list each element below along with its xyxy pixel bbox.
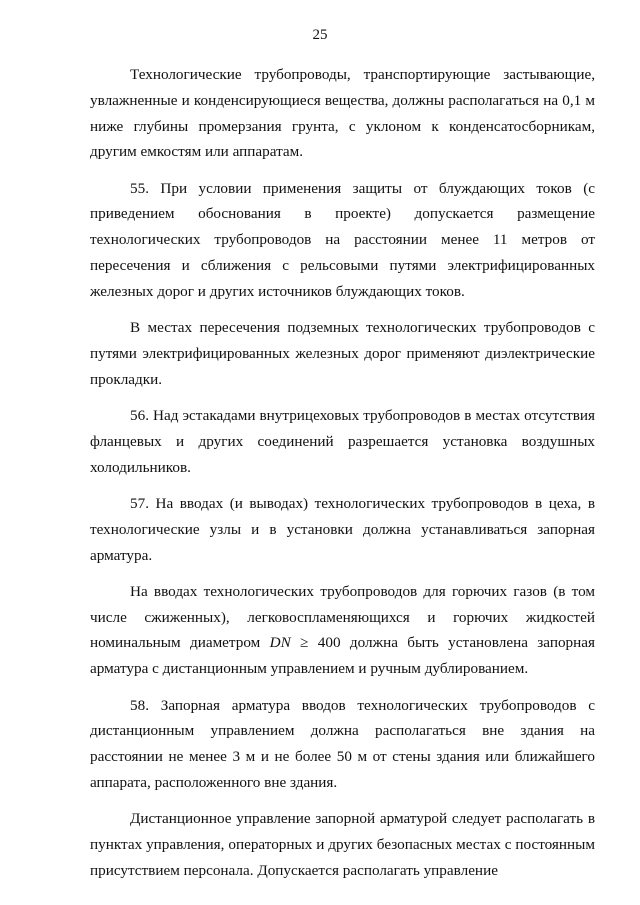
paragraph-57: 57. На вводах (и выводах) технологических трубопроводов в цеха, в технологические узлы и в установки должна устанавливаться запорная арматура.	[90, 494, 595, 564]
dn-text-after: должна быть установлена запорная арматура с дистанционным управлением и ручным дублированием.	[90, 634, 595, 678]
paragraph-dielectric-gaskets: В местах пересечения подземных технологических трубопроводов с путями электрифицированных железных дорог применяют диэлектрические прокладки.	[90, 319, 595, 388]
paragraph-58: 58. Запорная арматура вводов технологических трубопроводов с дистанционным управлением должна располагаться вне здания на расстоянии не менее 3 м и не более 50 м от стены здания или ближайшего аппарата, расположенного вне здания.	[90, 696, 595, 791]
dn-text-before: На вводах технологических трубопроводов для горючих газов (в том числе сжиженных), легковоспламеняющихся и горючих жидкостей номинальным диаметром	[90, 582, 595, 652]
paragraph-56: 56. Над эстакадами внутрицеховых трубопроводов в местах отсутствия фланцевых и других соединений разрешается установка воздушных холодильников.	[90, 407, 595, 476]
paragraph-remote-control: Дистанционное управление запорной арматурой следует располагать в пунктах управления, операторных и других безопасных местах с постоянным присутствием персонала. Допускается располагать управление	[90, 810, 595, 879]
paragraph-frozen-pipelines: Технологические трубопроводы, транспортирующие застывающие, увлажненные и конденсирующиеся вещества, должны располагаться на 0,1 м ниже глубины промерзания грунта, с уклоном к конденсатосборникам, другим емкостям или аппаратам.	[90, 66, 595, 161]
paragraph-55: 55. При условии применения защиты от блуждающих токов (с приведением обоснования в проекте) допускается размещение технологических трубопроводов на расстоянии менее 11 метров от пересечения и сближения с рельсовыми путями электрифицированных железных дорог и других источников блуждающих токов.	[90, 179, 595, 300]
paragraph-dn-inputs	[90, 579, 595, 682]
page-body	[90, 62, 595, 894]
dn-symbol: DN	[269, 634, 291, 652]
dn-relation: ≥ 400	[290, 634, 341, 652]
page-number: 25	[312, 27, 328, 43]
